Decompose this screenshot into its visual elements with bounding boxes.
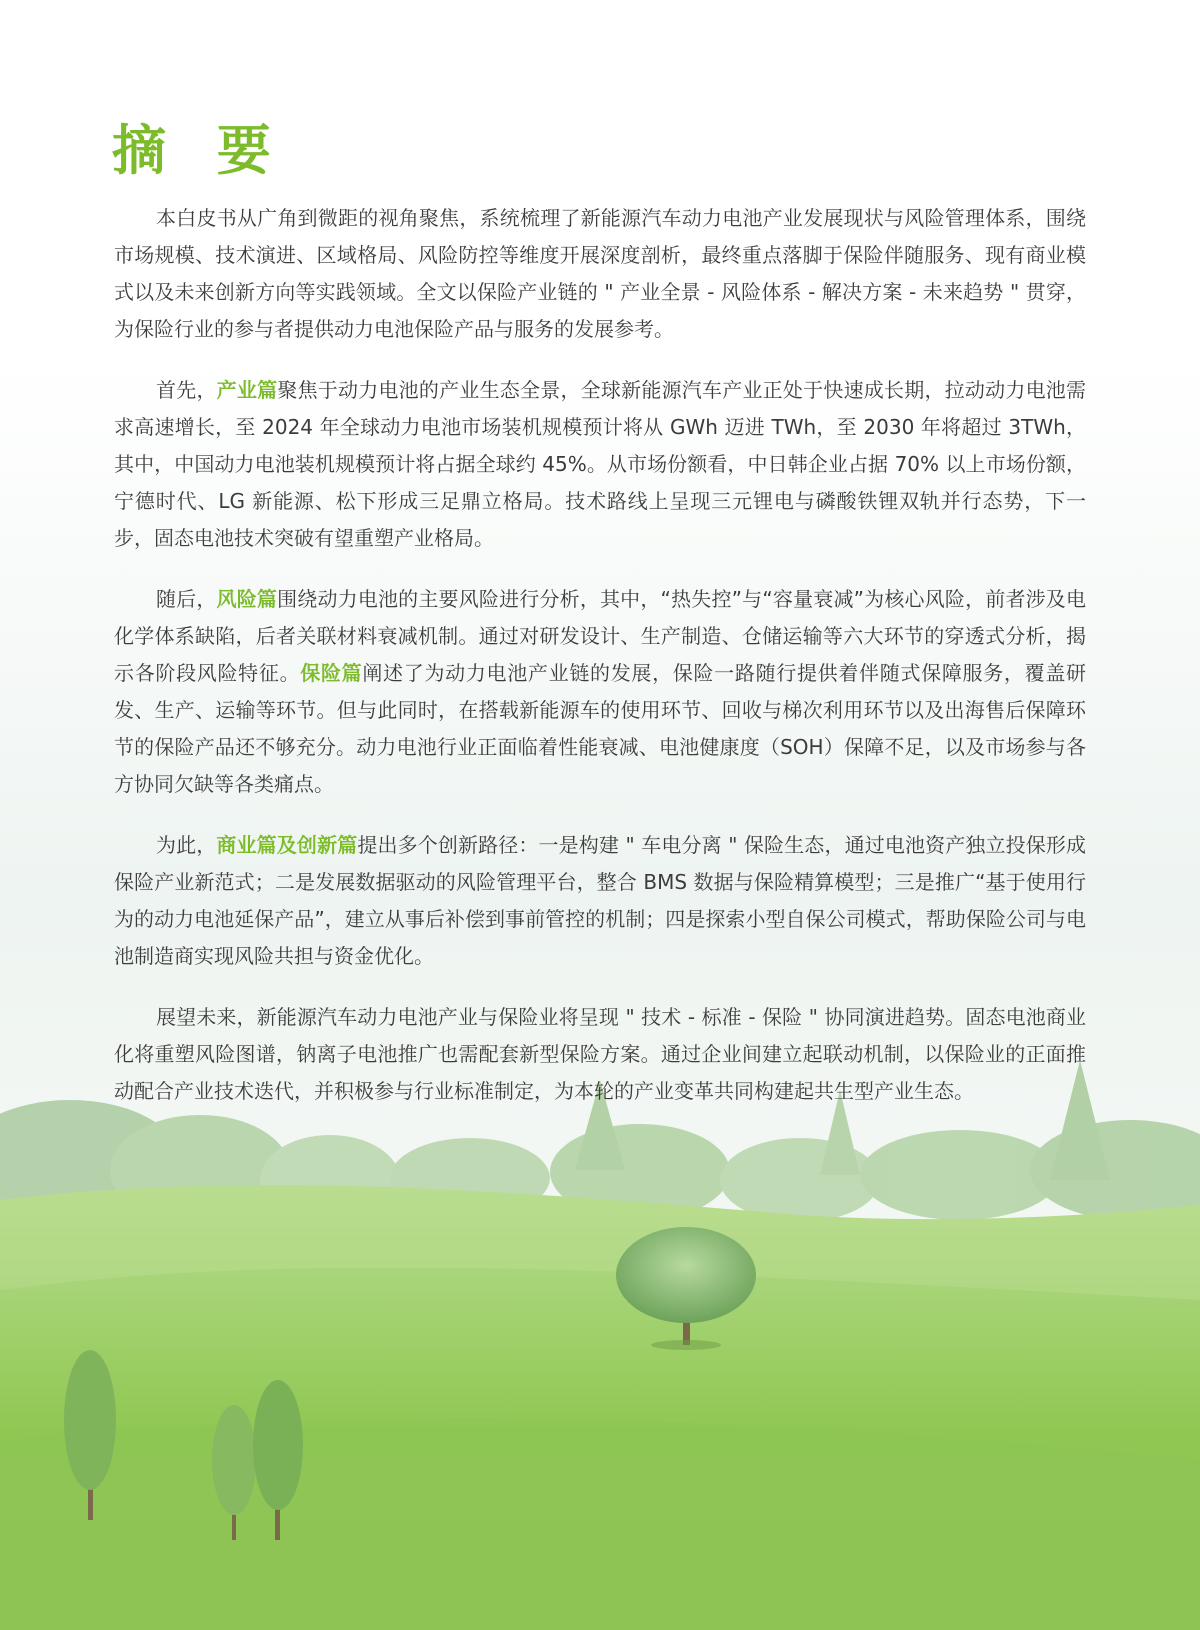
paragraph-text: 本白皮书从广角到微距的视角聚焦，系统梳理了新能源汽车动力电池产业发展现状与风险管理体系，围绕市场规模、技术演进、区域格局、风险防控等维度开展深度剖析，最终重点落脚于保险伴随服务、现有商业模式以及未来创新方向等实践领域。全文以保险产业链的 " 产业全景 - 风险体系 - 解决方案 - 未来趋势 " 贯穿，为保险行业的参与者提供动力电池保险产品与服务的发展参考。 — [114, 206, 1086, 341]
highlight-risk-chapter: 风险篇 — [216, 587, 278, 611]
highlight-industry-chapter: 产业篇 — [216, 378, 278, 402]
page-title: 摘 要 — [112, 119, 287, 182]
paragraph-text: 围绕动力电池的主要风险进行分析，其中，“热失控”与“容量衰减”为核心风险，前者涉及电化学体系缺陷，后者关联材料衰减机制。通过对研发设计、生产制造、仓储运输等六大环节的穿透式分析，揭示各阶段风险特征。 — [114, 587, 1086, 685]
paragraph-industry — [114, 372, 1086, 557]
paragraph-outlook — [114, 999, 1086, 1110]
paragraph-text: 为此， — [156, 833, 217, 857]
abstract-body — [114, 200, 1086, 1134]
highlight-insurance-chapter: 保险篇 — [300, 661, 363, 685]
paragraph-text: 展望未来，新能源汽车动力电池产业与保险业将呈现 " 技术 - 标准 - 保险 " 协同演进趋势。固态电池商业化将重塑风险图谱，钠离子电池推广也需配套新型保险方案。通过企业间建立起联动机制，以保险业的正面推动配合产业技术迭代，并积极参与行业标准制定，为本轮的产业变革共同构建起共生型产业生态。 — [114, 1005, 1086, 1103]
highlight-business-chapter: 商业篇及创新篇 — [216, 833, 358, 857]
paragraph-text: 阐述了为动力电池产业链的发展，保险一路随行提供着伴随式保障服务，覆盖研发、生产、运输等环节。但与此同时，在搭载新能源车的使用环节、回收与梯次利用环节以及出海售后保障环节的保险产品还不够充分。动力电池行业正面临着性能衰减、电池健康度（SOH）保障不足，以及市场参与各方协同欠缺等各类痛点。 — [114, 661, 1087, 796]
paragraph-text: 首先， — [156, 378, 217, 402]
paragraph-text: 随后， — [156, 587, 217, 611]
paragraph-text: 聚焦于动力电池的产业生态全景，全球新能源汽车产业正处于快速成长期，拉动动力电池需求高速增长，至 2024 年全球动力电池市场装机规模预计将从 GWh 迈进 TWh，至 2030 年将超过 3TWh，其中，中国动力电池装机规模预计将占据全球约 45%。从市场份额看，中日韩企业占据 70% 以上市场份额，宁德时代、LG 新能源、松下形成三足鼎立格局。技术路线上呈现三元锂电与磷酸铁锂双轨并行态势，下一步，固态电池技术突破有望重塑产业格局。 — [114, 378, 1087, 550]
paragraph-intro — [114, 200, 1086, 348]
paragraph-business — [114, 827, 1086, 975]
paragraph-risk — [114, 581, 1086, 803]
paragraph-text: 提出多个创新路径：一是构建 " 车电分离 " 保险生态，通过电池资产独立投保形成保险产业新范式；二是发展数据驱动的风险管理平台，整合 BMS 数据与保险精算模型；三是推广“基于使用行为的动力电池延保产品”，建立从事后补偿到事前管控的机制；四是探索小型自保公司模式，帮助保险公司与电池制造商实现风险共担与资金优化。 — [114, 833, 1087, 968]
